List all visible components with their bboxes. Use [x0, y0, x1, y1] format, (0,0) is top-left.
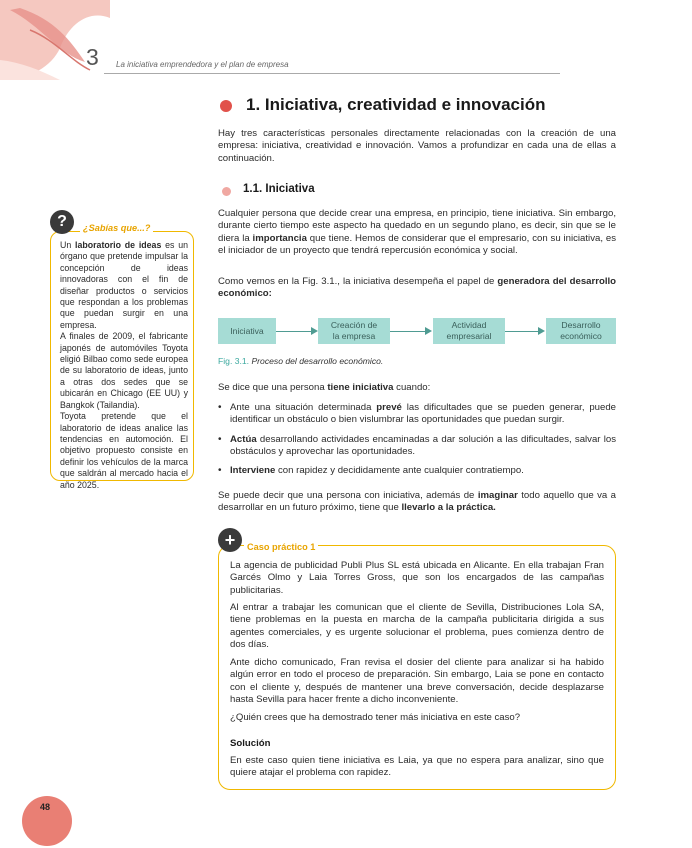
chapter-title: La iniciativa emprendedora y el plan de empresa: [116, 60, 289, 69]
case-study-title: Caso práctico 1: [244, 542, 318, 552]
flow-box-creacion: Creación de la empresa: [318, 318, 390, 344]
subsection-title: 1.1. Iniciativa: [243, 183, 315, 195]
chapter-number: 3: [86, 44, 99, 70]
section-intro: Hay tres características personales directamente relacionadas con la creación de una empresa: iniciativa, creatividad e innovación. Vamos a profundizar en cada una de ellas a continuación.: [218, 128, 616, 164]
question-icon: ?: [50, 210, 74, 234]
solution-title: Solución: [230, 738, 271, 749]
flow-box-actividad: Actividad empresarial: [433, 318, 505, 344]
plus-icon: +: [218, 528, 242, 552]
sidebar-paragraph-3: Toyota pretende que el laboratorio de ideas analice las tendencias en automoción. El objetivo propuesto consiste en definir los vehículos de la marca que saldrán al mercado hacia el año 2025.: [60, 411, 188, 490]
paragraph-1: Cualquier persona que decide crear una empresa, en principio, tiene iniciativa. Sin embargo, durante cierto tiempo este aspecto ha quedado en un segundo plano, es decir, sin que se le diera la importancia que tiene. Hemos de considerar que el empresario, con su iniciativa, es el iniciador de un proyecto que tendrá repercusión económica y social.: [218, 208, 616, 257]
case-question: ¿Quién crees que ha demostrado tener más iniciativa en este caso?: [230, 712, 521, 723]
flow-arrow-line: [276, 331, 312, 332]
case-paragraph-3: Ante dicho comunicado, Fran revisa el dosier del cliente para analizar si ha habido algún error en todo el proceso de preparación. Sin embargo, Laia se pone en contacto con el cliente y, después de mantener una breve conversación, decide desplazarse hasta Sevilla para hacer frente a dicho inconveniente.: [230, 657, 604, 706]
subsection-bullet-icon: [222, 187, 231, 196]
header-divider: [104, 73, 560, 74]
case-paragraph-2: Al entrar a trabajar les comunican que el cliente de Sevilla, Distribuciones Lola SA, tiene problemas en la puesta en marcha de la campaña publicitaria dirigida a sus agentes comerciales, y es urgente solucionar el problema, pues comienza dentro de dos días.: [230, 602, 604, 651]
bullet-icon: •: [218, 434, 222, 445]
arrow-right-icon: [425, 327, 432, 335]
case-paragraph-1: La agencia de publicidad Publi Plus SL está ubicada en Alicante. En ella trabajan Fran Garcés Olmo y Laia Torres Gross, que son los encargados de las campañas publicitarias.: [230, 560, 604, 596]
solution-text: En este caso quien tiene iniciativa es Laia, ya que no espera para analizar, sino que quiere atajar el problema con rapidez.: [230, 755, 604, 779]
arrow-right-icon: [311, 327, 318, 335]
section-bullet-icon: [220, 100, 232, 112]
paragraph-2: Como vemos en la Fig. 3.1., la iniciativa desempeña el papel de generadora del desarrollo económico:: [218, 276, 617, 300]
list-item: • Actúa desarrollando actividades encaminadas a dar solución a las dificultades, salvar los obstáculos y aprovechar las oportunidades.: [218, 434, 616, 458]
list-item: • Interviene con rapidez y decididamente ante cualquier contratiempo.: [218, 465, 524, 476]
figure-caption: Fig. 3.1. Proceso del desarrollo económico.: [218, 356, 384, 366]
sidebar-text: [60, 240, 188, 491]
sidebar-title: ¿Sabías que...?: [80, 223, 153, 233]
page-number: 48: [40, 802, 51, 812]
flow-box-iniciativa: Iniciativa: [218, 318, 276, 344]
section-title: 1. Iniciativa, creatividad e innovación: [246, 95, 546, 114]
paragraph-3: Se dice que una persona tiene iniciativa cuando:: [218, 382, 431, 393]
flow-arrow-line: [390, 331, 426, 332]
paragraph-4: Se puede decir que una persona con iniciativa, además de imaginar todo aquello que va a desarrollar en un futuro próximo, tiene que llevarlo a la práctica.: [218, 490, 616, 514]
flow-box-desarrollo: Desarrollo económico: [546, 318, 616, 344]
list-item: • Ante una situación determinada prevé las dificultades que se pueden generar, puede identificar un obstáculo o bien vislumbrar las oportunidades que puedan surgir.: [218, 402, 617, 426]
sidebar-paragraph-2: A finales de 2009, el fabricante japonés de automóviles Toyota eligió Bilbao como sede europea de su laboratorio de ideas, junto a otras dos sedes que se ubicarán en Chicago (EE UU) y Bangkok (Tailandia).: [60, 331, 188, 410]
bullet-icon: •: [218, 402, 222, 413]
bullet-icon: •: [218, 465, 222, 476]
flow-arrow-line: [505, 331, 539, 332]
arrow-right-icon: [538, 327, 545, 335]
sidebar-paragraph-1: Un laboratorio de ideas es un órgano que pretende impulsar la concepción de ideas innovadoras con el fin de diseñar productos o servicios que respondan a los problemas que puedan surgir en una empresa.: [60, 240, 189, 330]
